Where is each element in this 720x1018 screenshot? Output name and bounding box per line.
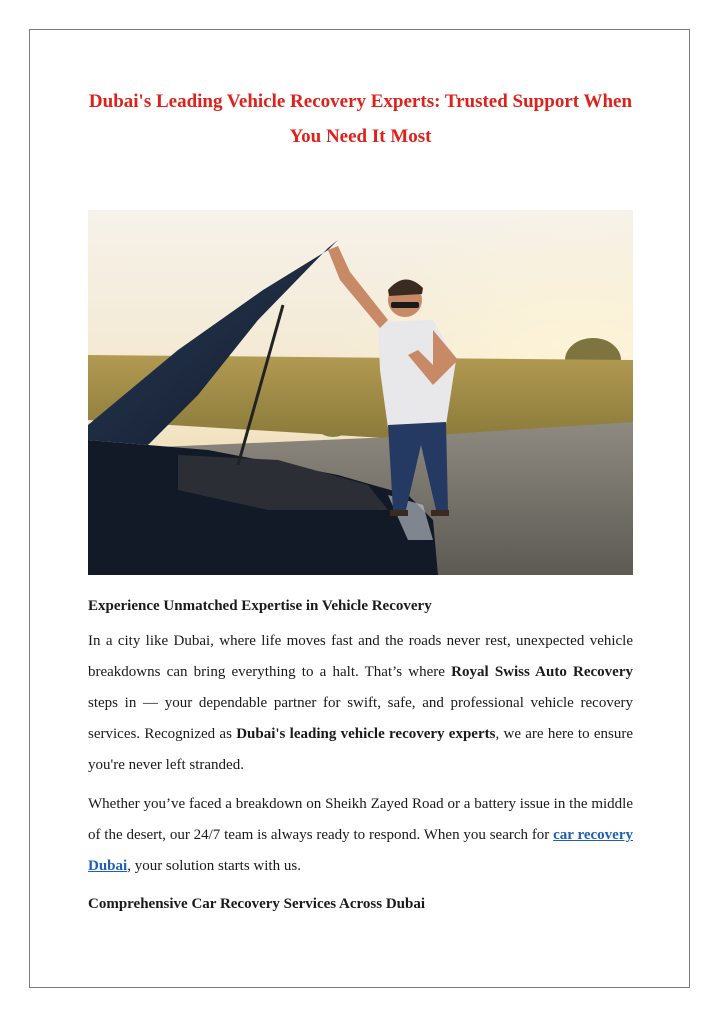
- text-run: steps in — your dependable partner for swift, safe, and professional vehicle recovery services. Recognized as: [88, 695, 633, 742]
- text-run: , your solution starts with us.: [127, 858, 301, 874]
- bold-company-name: Royal Swiss Auto Recovery: [451, 664, 633, 680]
- section-heading-expertise: Experience Unmatched Expertise in Vehicle Recovery: [88, 598, 432, 614]
- car-recovery-dubai-link[interactable]: car recovery Dubai: [88, 827, 634, 874]
- text-run: , we are here to ensure you're never left stranded.: [88, 726, 634, 773]
- section-heading-services: Comprehensive Car Recovery Services Across Dubai: [88, 896, 426, 912]
- article-body: [88, 592, 633, 918]
- paragraph-intro: [88, 626, 633, 781]
- text-run: Whether you’ve faced a breakdown on Sheikh Zayed Road or a battery issue in the middle of the desert, our 24/7 team is always ready to respond. When you search for: [88, 796, 633, 843]
- hero-image: [88, 210, 633, 575]
- bold-tagline: Dubai's leading vehicle recovery experts: [236, 726, 496, 742]
- paragraph-availability: [88, 789, 633, 882]
- page-title: Dubai's Leading Vehicle Recovery Experts: Trusted Support When You Need It Most: [88, 91, 633, 147]
- text-run: In a city like Dubai, where life moves fast and the roads never rest, unexpected vehicle breakdowns can bring everything to a halt. That’s where: [88, 633, 633, 680]
